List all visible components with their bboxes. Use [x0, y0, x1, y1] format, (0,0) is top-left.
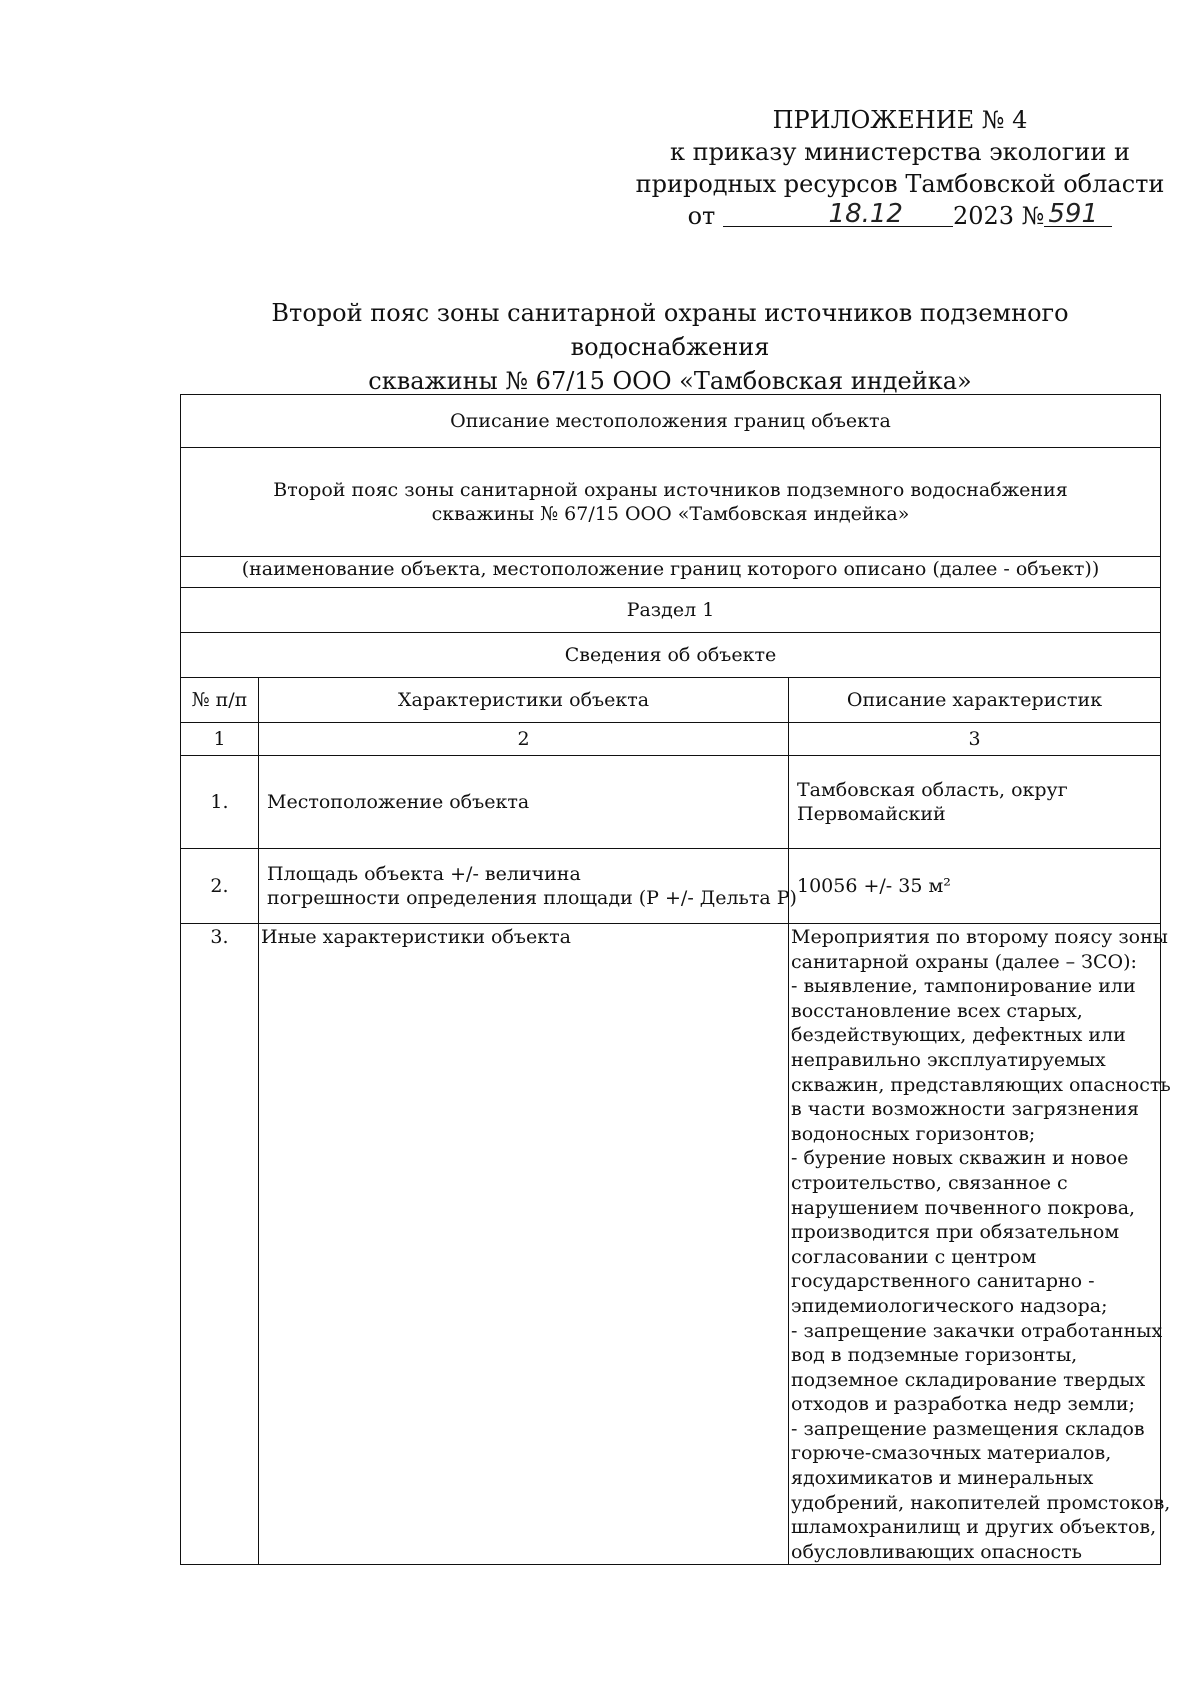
description-line: горюче-смазочных материалов,	[791, 1442, 1112, 1465]
description-line: шламохранилищ и других объектов,	[791, 1516, 1157, 1539]
description-line: санитарной охраны (далее – ЗСО):	[791, 950, 1137, 973]
table-header: Описание местоположения границ объекта	[181, 395, 1161, 448]
row-number: 3.	[181, 924, 259, 1565]
description-line: отходов и разработка недр земли;	[791, 1393, 1135, 1416]
description-line: вод в подземные горизонты,	[791, 1344, 1078, 1367]
appendix-line-2: к приказу министерства экологии и	[669, 138, 1131, 166]
description-line: Первомайский	[797, 803, 946, 825]
object-name-line-1: Второй пояс зоны санитарной охраны источников подземного водоснабжения	[273, 479, 1068, 501]
column-header-description: Описание характеристик	[789, 678, 1161, 723]
table-row	[181, 756, 1161, 849]
description-line: в части возможности загрязнения	[791, 1098, 1140, 1121]
description-line: государственного санитарно -	[791, 1270, 1095, 1293]
description-line: водоносных горизонтов;	[791, 1122, 1036, 1145]
description-line: производится при обязательном	[791, 1221, 1120, 1244]
column-header-number: № п/п	[181, 678, 259, 723]
appendix-header	[620, 104, 1180, 232]
appendix-line-3: природных ресурсов Тамбовской области	[635, 170, 1165, 198]
object-description-table	[180, 394, 1171, 1565]
table-row	[181, 849, 1161, 924]
description-line: - выявление, тампонирование или	[791, 975, 1136, 998]
row-number: 2.	[181, 849, 259, 924]
description-line: скважин, представляющих опасность	[791, 1073, 1171, 1096]
year-label: 2023 №	[952, 202, 1045, 230]
description-line: ядохимикатов и минеральных	[791, 1467, 1094, 1490]
section-title: Раздел 1	[181, 588, 1161, 633]
handwritten-date: 18.12	[723, 202, 953, 227]
description-line: - запрещение закачки отработанных	[791, 1319, 1163, 1342]
description-line: восстановление всех старых,	[791, 999, 1083, 1022]
handwritten-number: 591	[1044, 202, 1112, 227]
object-caption: (наименование объекта, местоположение границ которого описано (далее - объект))	[181, 557, 1161, 588]
description-line: - бурение новых скважин и новое	[791, 1147, 1129, 1170]
description-line: Тамбовская область, округ	[797, 779, 1068, 801]
characteristic-line: Площадь объекта +/- величина	[267, 863, 581, 885]
row-description-measures	[789, 924, 1171, 1565]
table-row	[181, 924, 1161, 1565]
description-line: согласовании с центром	[791, 1245, 1037, 1268]
description-line: эпидемиологического надзора;	[791, 1294, 1108, 1317]
description-line: неправильно эксплуатируемых	[791, 1048, 1106, 1071]
description-line: удобрений, накопителей промстоков,	[791, 1491, 1171, 1514]
row-number: 1.	[181, 756, 259, 849]
column-number-2: 2	[259, 723, 789, 756]
row-characteristic: Местоположение объекта	[259, 756, 789, 849]
section-subtitle: Сведения об объекте	[181, 633, 1161, 678]
column-number-1: 1	[181, 723, 259, 756]
from-label: от	[687, 202, 716, 230]
appendix-title: ПРИЛОЖЕНИЕ № 4	[772, 106, 1028, 134]
object-name-line-2: скважины № 67/15 ООО «Тамбовская индейка»	[431, 503, 910, 525]
object-name-cell	[181, 448, 1161, 557]
document-title	[180, 296, 1160, 398]
appendix-date-line	[620, 200, 1180, 232]
column-number-3: 3	[789, 723, 1161, 756]
characteristic-line: погрешности определения площади (Р +/- Дельта Р)	[267, 887, 797, 909]
row-characteristic	[259, 849, 797, 924]
column-header-characteristic: Характеристики объекта	[259, 678, 789, 723]
description-line: нарушением почвенного покрова,	[791, 1196, 1136, 1219]
document-title-line-2: скважины № 67/15 ООО «Тамбовская индейка»	[368, 367, 972, 395]
row-description	[789, 756, 1161, 849]
description-line: подземное складирование твердых	[791, 1368, 1146, 1391]
description-line: бездействующих, дефектных или	[791, 1024, 1126, 1047]
description-line: - запрещение размещения складов	[791, 1417, 1145, 1440]
document-title-line-1: Второй пояс зоны санитарной охраны источников подземного водоснабжения	[271, 299, 1069, 361]
description-line: строительство, связанное с	[791, 1171, 1068, 1194]
row-description: 10056 +/- 35 м²	[789, 849, 1161, 924]
row-characteristic: Иные характеристики объекта	[259, 924, 789, 1565]
description-line: Мероприятия по второму поясу зоны	[791, 926, 1168, 948]
description-line: обусловливающих опасность	[791, 1540, 1082, 1563]
